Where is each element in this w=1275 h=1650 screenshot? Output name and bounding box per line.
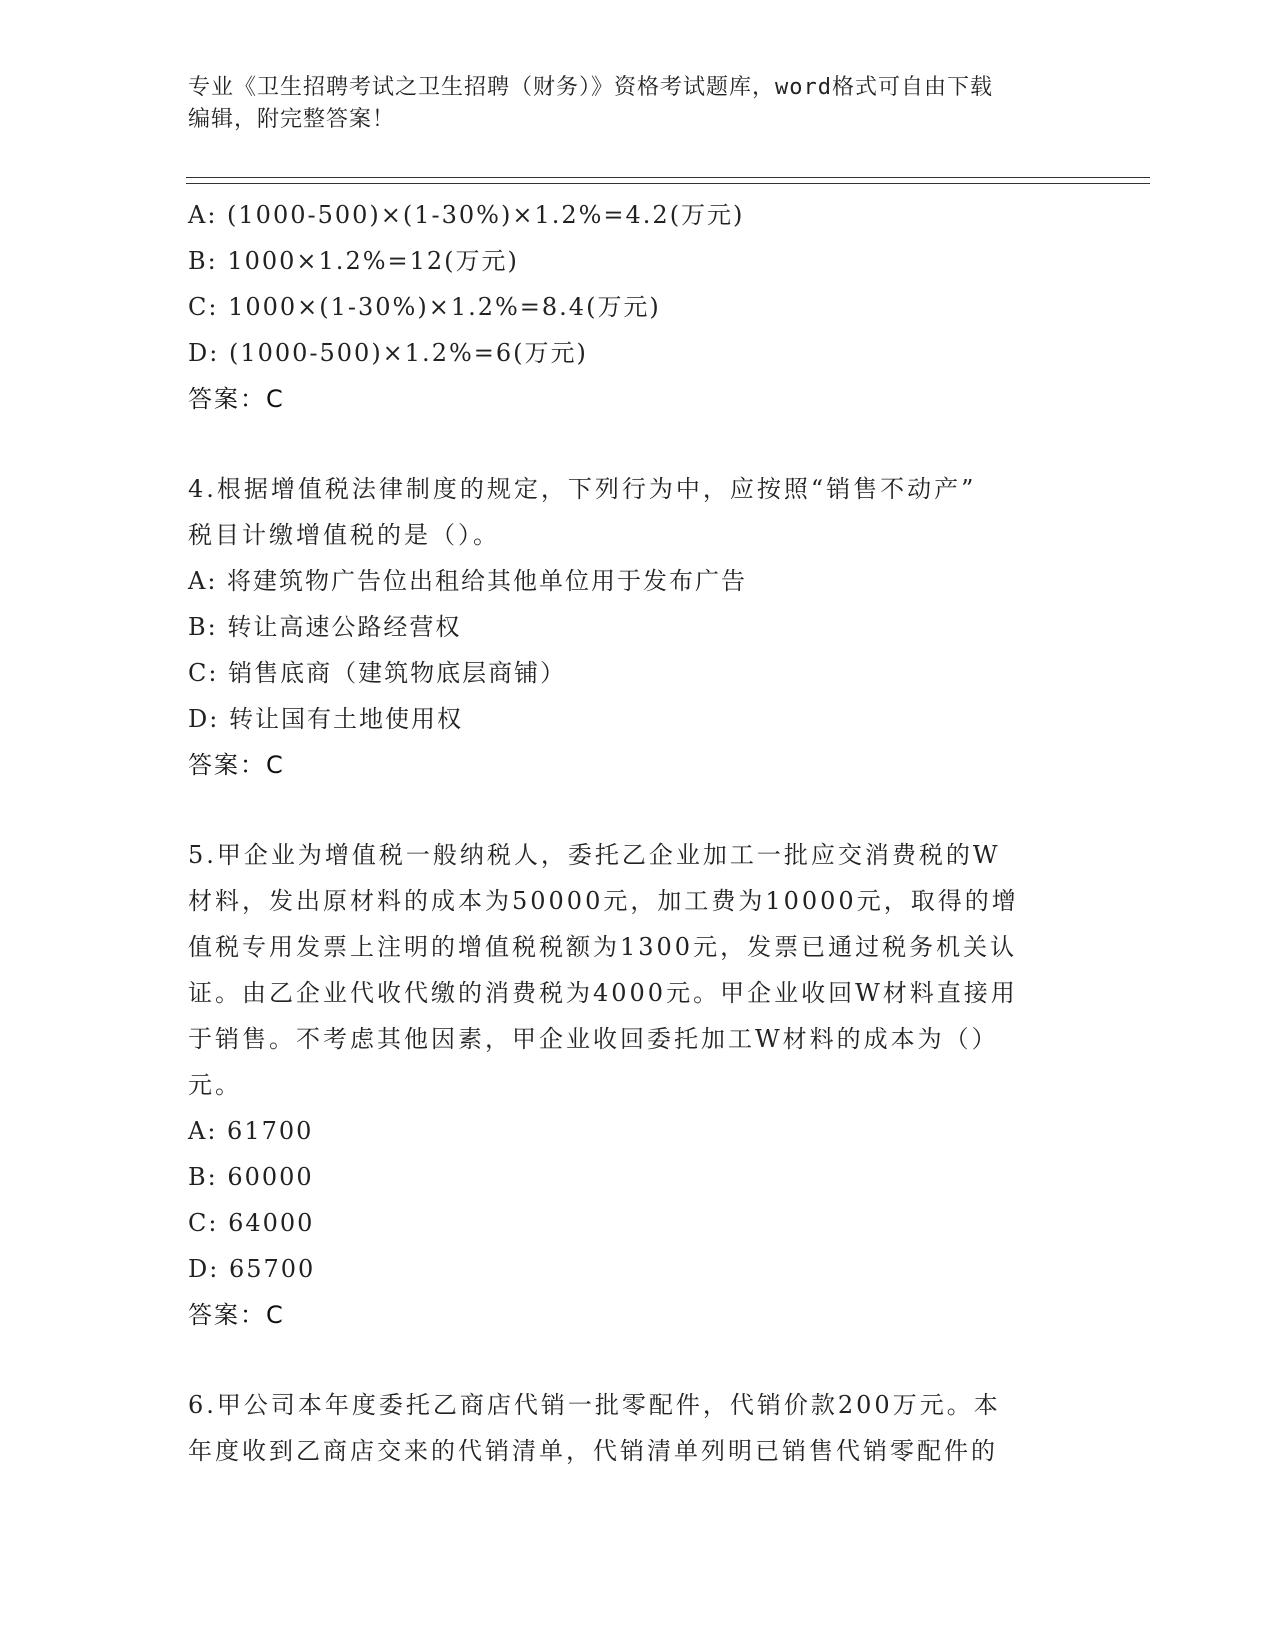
stem-line: 税目计缴增值税的是（）。 [188,521,500,549]
spacer [188,1338,1088,1382]
answer: 答案：C [188,1301,285,1329]
option-c: C: 64000 [188,1209,315,1237]
option-c: C: 销售底商（建筑物底层商铺） [188,659,567,687]
option-b: B: 60000 [188,1163,314,1191]
question-6 [188,1382,1088,1474]
answer: 答案：C [188,751,285,779]
question-stem [188,832,1068,1108]
answer: 答案：C [188,385,285,413]
question-list [188,192,1088,1474]
stem-line: 值税专用发票上注明的增值税税额为1300元，发票已通过税务机关认 [188,933,1018,961]
option-a: A: 61700 [188,1117,314,1145]
header-divider-top [186,177,1150,178]
stem-line: 证。由乙企业代收代缴的消费税为4000元。甲企业收回W材料直接用 [188,979,1018,1007]
stem-line: 元。 [188,1071,242,1099]
stem-line: 材料，发出原材料的成本为50000元，加工费为10000元，取得的增 [188,887,1019,915]
spacer [188,788,1088,832]
question-3 [188,192,1088,422]
option-d: D: 转让国有土地使用权 [188,705,463,733]
spacer [188,422,1088,466]
option-b: B: 1000×1.2%=12(万元) [188,247,519,275]
option-c: C: 1000×(1-30%)×1.2%=8.4(万元) [188,293,661,321]
option-d: D: (1000-500)×1.2%=6(万元) [188,339,588,367]
option-a: A: 将建筑物广告位出租给其他单位用于发布广告 [188,567,748,595]
stem-line: 4.根据增值税法律制度的规定，下列行为中，应按照“销售不动产” [188,475,977,503]
header-divider-bottom [186,183,1150,184]
question-stem [188,1382,1068,1474]
header-line-2: 编辑，附完整答案！ [188,107,396,132]
stem-line: 6.甲公司本年度委托乙商店代销一批零配件，代销价款200万元。本 [188,1391,1001,1419]
option-d: D: 65700 [188,1255,316,1283]
option-a: A: (1000-500)×(1-30%)×1.2%=4.2(万元) [188,201,745,229]
question-5 [188,832,1088,1338]
option-b: B: 转让高速公路经营权 [188,613,462,641]
header-line-1: 专业《卫生招聘考试之卫生招聘（财务）》资格考试题库，word格式可自由下载 [188,75,993,100]
stem-line: 于销售。不考虑其他因素，甲企业收回委托加工W材料的成本为（） [188,1025,999,1053]
document-header [188,72,1088,136]
stem-line: 年度收到乙商店交来的代销清单，代销清单列明已销售代销零配件的 [188,1437,998,1465]
question-stem [188,466,1068,558]
stem-line: 5.甲企业为增值税一般纳税人，委托乙企业加工一批应交消费税的W [188,841,1001,869]
question-4 [188,466,1088,788]
